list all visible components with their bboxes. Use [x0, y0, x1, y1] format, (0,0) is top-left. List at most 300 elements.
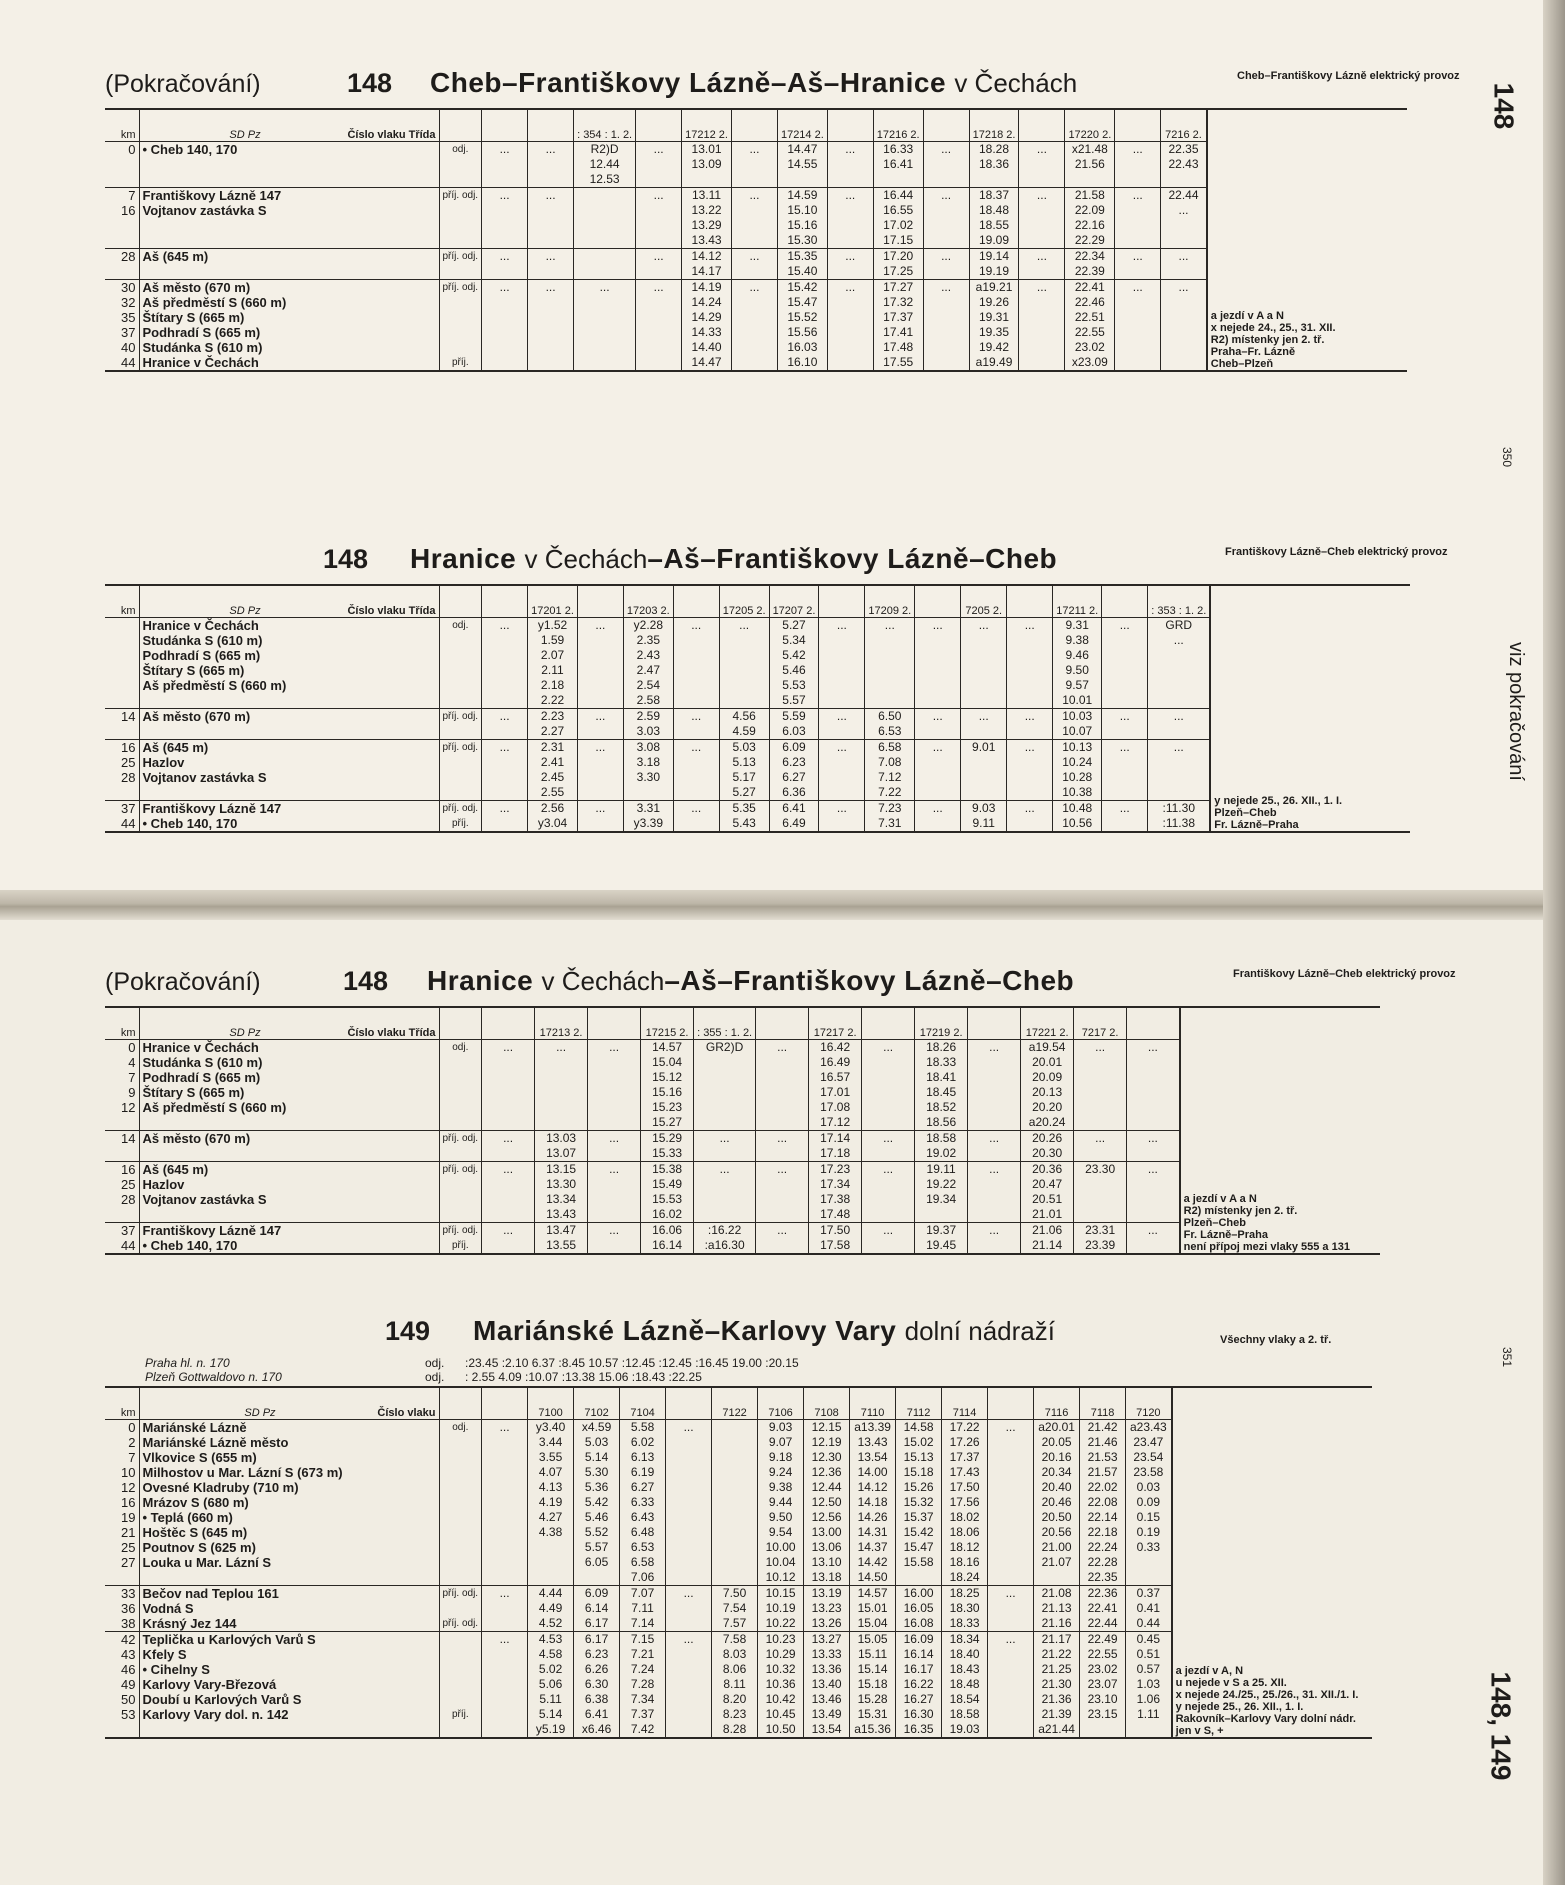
time-cell: 3.08 3.18 3.30 — [623, 739, 673, 800]
traction-note: Františkovy Lázně–Cheb elektrický provoz — [1225, 546, 1448, 558]
time-cell: 4.44 4.49 4.52 — [528, 1585, 574, 1631]
time-cell: ... — [756, 1222, 809, 1254]
time-cell: ... — [636, 279, 682, 371]
time-cell: 18.37 18.48 18.55 19.09 — [969, 187, 1019, 248]
train-number — [915, 585, 961, 617]
timetable-148-hranice-cheb — [105, 540, 1465, 833]
footnote: a jezdí v A a N — [1210, 309, 1284, 322]
time-cell: 15.05 15.11 15.14 15.18 15.28 15.31 a15.36 — [850, 1631, 896, 1738]
footnote: x nejede 24./25., 25./26., 31. XII./1. I. — [1175, 1688, 1359, 1701]
route-title: Mariánské Lázně–Karlovy Vary dolní nádraží — [473, 1315, 1055, 1346]
od-header — [439, 1007, 482, 1039]
time-cell: ... — [819, 739, 865, 800]
time-cell: ... — [1115, 141, 1161, 187]
arr-dep-mark — [443, 633, 479, 648]
station-name: Mariánské Lázně město — [142, 1434, 289, 1450]
time-cell: ... — [827, 187, 873, 248]
footnote: y nejede 25., 26. XII., 1. I. — [1175, 1700, 1304, 1713]
arr-dep-mark — [443, 1662, 479, 1677]
time-cell: ... — [1127, 1039, 1180, 1130]
arr-dep-mark: příj. odj. — [442, 802, 479, 814]
time-cell: ... — [756, 1130, 809, 1161]
arr-dep-mark: příj. odj. — [442, 1132, 479, 1144]
time-cell: ... — [694, 1130, 756, 1161]
km-value: 44 — [121, 1237, 136, 1253]
arr-dep-mark — [443, 663, 479, 678]
route-title: Hranice v Čechách–Aš–Františkovy Lázně–Cheb — [410, 543, 1058, 574]
arr-dep-column — [439, 739, 482, 800]
header-row — [105, 585, 1410, 617]
arr-dep-column — [439, 279, 482, 371]
time-cell: ... — [482, 708, 528, 739]
time-cell: ... — [1115, 187, 1161, 248]
time-cell: ... — [1074, 1039, 1127, 1130]
time-cell: 21.17 21.22 21.25 21.30 21.36 21.39 a21.44 — [1034, 1631, 1080, 1738]
time-cell: ... — [588, 1161, 641, 1222]
time-cell: ... — [1148, 739, 1211, 800]
time-cell: ... — [923, 141, 969, 187]
km-value: 25 — [121, 1539, 136, 1555]
time-cell: 10.48 10.56 — [1053, 800, 1102, 832]
station-column — [139, 708, 439, 739]
km-value: 46 — [121, 1661, 136, 1677]
km-column — [105, 141, 139, 187]
time-cell: ... — [756, 1039, 809, 1130]
time-cell: ... — [577, 800, 623, 832]
time-cell: 6.17 6.23 6.26 6.30 6.38 6.41 x6.46 — [574, 1631, 620, 1738]
station-name: Františkovy Lázně 147 — [142, 800, 282, 816]
arr-dep-mark — [443, 1692, 479, 1707]
km-value: 35 — [121, 309, 136, 325]
arr-dep-mark: odj. — [452, 1041, 469, 1053]
time-cell: ... — [923, 279, 969, 371]
arr-dep-mark: příj. odj. — [442, 1163, 479, 1175]
km-column — [105, 248, 139, 279]
time-cell: ... — [482, 1419, 528, 1585]
time-cell: 22.49 22.55 23.02 23.07 23.10 23.15 — [1080, 1631, 1126, 1738]
km-value: 43 — [121, 1646, 136, 1662]
km-value — [108, 663, 136, 678]
station-name: Hranice v Čechách — [142, 617, 259, 633]
time-cell: 18.28 18.36 — [969, 141, 1019, 187]
train-number: 17213 2. — [535, 1007, 588, 1039]
km-value: 32 — [121, 294, 136, 310]
time-cell: 10.13 10.24 10.28 10.38 — [1053, 739, 1102, 800]
arr-dep-mark — [443, 1647, 479, 1662]
arr-dep-mark — [443, 295, 479, 310]
time-cell: ... — [574, 279, 636, 371]
train-number: 17216 2. — [873, 109, 923, 141]
time-cell: ... — [1007, 708, 1053, 739]
footnote: Plzeň–Cheb — [1214, 806, 1277, 819]
time-cell: 19.11 19.22 19.34 — [915, 1161, 968, 1222]
station-column — [139, 187, 439, 248]
time-cell: ... — [666, 1631, 712, 1738]
time-cell: ... — [636, 187, 682, 248]
train-number — [819, 585, 865, 617]
time-cell: 23.31 23.39 — [1074, 1222, 1127, 1254]
km-value: 14 — [121, 708, 136, 724]
station-name: Vojtanov zastávka S — [142, 202, 267, 218]
km-value: 16 — [121, 202, 136, 218]
station-column — [139, 1222, 439, 1254]
train-number — [482, 585, 528, 617]
time-cell: ... — [482, 739, 528, 800]
time-cell: ... — [968, 1161, 1021, 1222]
km-column — [105, 800, 139, 832]
km-column — [105, 1039, 139, 1130]
station-name: Podhradí S (665 m) — [142, 1069, 261, 1085]
time-cell: ... — [673, 739, 719, 800]
footnote: není přípoj mezi vlaky 555 a 131 — [1183, 1240, 1350, 1253]
km-value — [108, 678, 136, 693]
time-cell: 5.59 6.03 — [769, 708, 819, 739]
station-name: Doubí u Karlových Varů S — [142, 1691, 302, 1707]
time-cell: ... — [968, 1130, 1021, 1161]
station-name: Vojtanov zastávka S — [142, 1191, 267, 1207]
train-number — [482, 109, 528, 141]
station-column — [139, 279, 439, 371]
train-number: : 354 : 1. 2. — [574, 109, 636, 141]
sdpz-label: SD Pz — [229, 1026, 261, 1039]
time-cell: 6.09 6.14 6.17 — [574, 1585, 620, 1631]
time-cell: ... — [865, 617, 915, 708]
time-cell: 7.50 7.54 7.57 — [712, 1585, 758, 1631]
time-cell — [712, 1419, 758, 1585]
timetable — [105, 584, 1410, 833]
arr-dep-mark — [443, 1555, 479, 1570]
time-cell: 21.42 21.46 21.53 21.57 22.02 22.08 22.14 22.18 22.24 22.28 22.35 — [1080, 1419, 1126, 1585]
station-name: Aš (645 m) — [142, 248, 209, 264]
time-cell: y2.28 2.35 2.43 2.47 2.54 2.58 — [623, 617, 673, 708]
notes-column — [1180, 1007, 1380, 1254]
km-value: 44 — [121, 354, 136, 370]
station-name: Studánka S (610 m) — [142, 339, 263, 355]
arr-dep-column — [439, 800, 482, 832]
time-cell: ... — [915, 708, 961, 739]
station-column — [139, 800, 439, 832]
time-cell: 22.35 22.43 — [1161, 141, 1207, 187]
time-cell: 15.29 15.33 — [641, 1130, 694, 1161]
time-cell: 14.47 14.55 — [777, 141, 827, 187]
km-value: 16 — [121, 739, 136, 755]
station-name: Kfely S — [142, 1646, 187, 1662]
arr-dep-mark: odj. — [452, 143, 469, 155]
train-number: 7110 — [850, 1387, 896, 1419]
train-number: 17203 2. — [623, 585, 673, 617]
time-cell: 2.23 2.27 — [528, 708, 578, 739]
train-number: 17221 2. — [1021, 1007, 1074, 1039]
notes-column — [1210, 585, 1410, 832]
station-name: Podhradí S (665 m) — [142, 324, 261, 340]
station-name: Vlkovice S (655 m) — [142, 1449, 257, 1465]
train-number: : 353 : 1. 2. — [1148, 585, 1211, 617]
time-cell: ... — [528, 187, 574, 248]
train-number — [1115, 109, 1161, 141]
train-number — [1102, 585, 1148, 617]
arr-dep-mark — [443, 755, 479, 770]
station-header — [139, 1007, 439, 1039]
time-cell: 5.27 5.34 5.42 5.46 5.53 5.57 — [769, 617, 819, 708]
arr-dep-column — [439, 1631, 482, 1738]
time-cell: ... — [968, 1039, 1021, 1130]
arr-dep-column — [439, 1161, 482, 1222]
station-name: Aš předměstí S (660 m) — [142, 294, 287, 310]
arr-dep-mark — [443, 1177, 479, 1192]
traction-note: Cheb–Františkovy Lázně elektrický provoz — [1237, 70, 1460, 82]
station-name: Krásný Jez 144 — [142, 1615, 237, 1631]
train-number — [923, 109, 969, 141]
time-cell: ... — [961, 617, 1007, 708]
time-cell: ... — [915, 739, 961, 800]
arr-dep-mark: příj. odj. — [442, 1617, 479, 1629]
station-column — [139, 248, 439, 279]
time-cell: 21.08 21.13 21.16 — [1034, 1585, 1080, 1631]
km-value: 7 — [128, 187, 136, 203]
station-name: Hazlov — [142, 1176, 185, 1192]
time-cell: ... — [1007, 739, 1053, 800]
time-cell — [574, 248, 636, 279]
time-cell: 6.58 7.08 7.12 7.22 — [865, 739, 915, 800]
time-cell: ... — [482, 187, 528, 248]
time-cell: :11.30 :11.38 — [1148, 800, 1211, 832]
time-cell: 13.11 13.22 13.29 13.43 — [682, 187, 732, 248]
time-cell: 17.27 17.32 17.37 17.41 17.48 17.55 — [873, 279, 923, 371]
time-cell: ... — [827, 279, 873, 371]
arr-dep-mark — [443, 1450, 479, 1465]
page-number: 350 — [1499, 446, 1514, 468]
arr-dep-mark — [443, 678, 479, 693]
time-cell: ... — [636, 248, 682, 279]
train-number — [988, 1387, 1034, 1419]
station-name: Teplička u Karlových Varů S — [142, 1631, 316, 1647]
station-name: Aš (645 m) — [142, 1161, 209, 1177]
time-cell: ... — [694, 1161, 756, 1222]
time-cell: 18.26 18.33 18.41 18.45 18.52 18.56 — [915, 1039, 968, 1130]
km-value — [108, 633, 136, 648]
side-tab-number: 148 — [1488, 82, 1520, 130]
time-cell: 14.58 15.02 15.13 15.18 15.26 15.32 15.37 15.42 15.47 15.58 — [896, 1419, 942, 1585]
time-cell: ... — [961, 708, 1007, 739]
arr-dep-mark — [443, 1677, 479, 1692]
time-cell — [574, 187, 636, 248]
time-cell: ... — [1019, 187, 1065, 248]
arr-dep-mark: příj. odj. — [442, 1587, 479, 1599]
km-value: 30 — [121, 279, 136, 295]
train-number: 17218 2. — [969, 109, 1019, 141]
station-header — [139, 1387, 439, 1419]
km-value: 14 — [121, 1130, 136, 1146]
arr-dep-mark: příj. — [451, 1708, 469, 1720]
arr-dep-mark: příj. odj. — [442, 1224, 479, 1236]
time-cell: ... — [482, 1039, 535, 1130]
km-value: 25 — [121, 754, 136, 770]
notes-column — [1172, 1387, 1372, 1738]
arr-dep-mark — [443, 1480, 479, 1495]
time-cell: ... — [666, 1419, 712, 1585]
km-value: 12 — [121, 1099, 136, 1115]
arr-dep-mark — [443, 1465, 479, 1480]
time-cell: :16.22 :a16.30 — [694, 1222, 756, 1254]
time-cell: ... — [719, 617, 769, 708]
station-name: Štítary S (665 m) — [142, 309, 245, 325]
station-name: Hazlov — [142, 754, 185, 770]
footnote: x nejede 24., 25., 31. XII. — [1210, 321, 1336, 334]
time-cell: 19.14 19.19 — [969, 248, 1019, 279]
sdpz-label: SD Pz — [244, 1406, 276, 1419]
km-value: 40 — [121, 339, 136, 355]
train-number: 7100 — [528, 1387, 574, 1419]
km-column — [105, 1585, 139, 1631]
time-cell: 17.14 17.18 — [809, 1130, 862, 1161]
time-cell: ... — [988, 1631, 1034, 1738]
time-cell: ... — [1074, 1130, 1127, 1161]
time-cell: ... — [1127, 1161, 1180, 1222]
train-number: 17215 2. — [641, 1007, 694, 1039]
sdpz-label: SD Pz — [229, 604, 261, 617]
time-cell: 19.37 19.45 — [915, 1222, 968, 1254]
train-number: 17205 2. — [719, 585, 769, 617]
arr-dep-column — [439, 617, 482, 708]
train-number — [577, 585, 623, 617]
station-name: Hoštěc S (645 m) — [142, 1524, 248, 1540]
timetable-148-hranice-cheb-continued — [105, 962, 1465, 1255]
table-number: 148 — [347, 68, 393, 98]
train-number — [1007, 585, 1053, 617]
arr-dep-mark — [443, 1100, 479, 1115]
km-column — [105, 1631, 139, 1738]
km-header: km — [105, 585, 139, 617]
train-number: 7217 2. — [1074, 1007, 1127, 1039]
km-value: 53 — [121, 1706, 136, 1722]
arr-dep-mark — [443, 325, 479, 340]
timetable-grid — [105, 584, 1465, 833]
train-number: 7122 — [712, 1387, 758, 1419]
time-cell: 9.03 9.11 — [961, 800, 1007, 832]
footnote: u nejede v S a 25. XII. — [1175, 1676, 1287, 1689]
station-name: Bečov nad Teplou 161 — [142, 1585, 279, 1601]
station-name: Ovesné Kladruby (710 m) — [142, 1479, 299, 1495]
station-column — [139, 1130, 439, 1161]
km-column — [105, 1222, 139, 1254]
train-number-label: Číslo vlaku Třída — [347, 128, 436, 141]
km-value: 36 — [121, 1600, 136, 1616]
arr-dep-mark: příj. odj. — [442, 741, 479, 753]
time-cell: 23.30 — [1074, 1161, 1127, 1222]
time-cell: ... — [482, 617, 528, 708]
time-cell: 13.47 13.55 — [535, 1222, 588, 1254]
train-number — [482, 1387, 528, 1419]
km-header: km — [105, 1007, 139, 1039]
station-header — [139, 585, 439, 617]
time-cell: 7.58 8.03 8.06 8.11 8.20 8.23 8.28 — [712, 1631, 758, 1738]
time-cell: ... — [482, 800, 528, 832]
train-number: 7116 — [1034, 1387, 1080, 1419]
arr-dep-mark: příj. — [451, 1239, 469, 1251]
station-name: Vojtanov zastávka S — [142, 769, 267, 785]
km-value: 10 — [121, 1464, 136, 1480]
time-cell: ... — [528, 141, 574, 187]
km-value: 16 — [121, 1494, 136, 1510]
km-column — [105, 279, 139, 371]
time-cell: 6.41 6.49 — [769, 800, 819, 832]
station-column — [139, 1419, 439, 1585]
time-cell: 14.12 14.17 — [682, 248, 732, 279]
arr-dep-column — [439, 248, 482, 279]
arr-dep-mark: odj. — [452, 619, 469, 631]
arr-dep-column — [439, 1419, 482, 1585]
km-header: km — [105, 1387, 139, 1419]
time-cell: ... — [588, 1222, 641, 1254]
station-name: Františkovy Lázně 147 — [142, 1222, 282, 1238]
time-cell: ... — [577, 617, 623, 708]
time-cell: 4.53 4.58 5.02 5.06 5.11 5.14 y5.19 — [528, 1631, 574, 1738]
time-cell: 17.22 17.26 17.37 17.43 17.50 17.56 18.02 18.06 18.12 18.16 18.24 — [942, 1419, 988, 1585]
time-cell: GR2)D — [694, 1039, 756, 1130]
time-cell: 15.35 15.40 — [777, 248, 827, 279]
train-number: 7120 — [1126, 1387, 1172, 1419]
train-number — [482, 1007, 535, 1039]
time-cell: 15.42 15.47 15.52 15.56 16.03 16.10 — [777, 279, 827, 371]
station-name: • Cihelny S — [142, 1661, 210, 1677]
time-cell: 16.44 16.55 17.02 17.15 — [873, 187, 923, 248]
time-cell: 15.38 15.49 15.53 16.02 — [641, 1161, 694, 1222]
km-value: 0 — [128, 1039, 136, 1055]
train-number: 17201 2. — [528, 585, 578, 617]
station-name: Hranice v Čechách — [142, 354, 259, 370]
train-number: 7108 — [804, 1387, 850, 1419]
train-number — [673, 585, 719, 617]
station-name: Poutnov S (625 m) — [142, 1539, 256, 1555]
time-cell: ... — [482, 1222, 535, 1254]
time-cell: ... — [1148, 708, 1211, 739]
train-number — [862, 1007, 915, 1039]
time-cell: ... — [819, 708, 865, 739]
book-edge — [1543, 0, 1565, 1885]
km-column — [105, 1161, 139, 1222]
arr-dep-column — [439, 1222, 482, 1254]
time-cell: 9.01 — [961, 739, 1007, 800]
km-value: 27 — [121, 1554, 136, 1570]
time-cell: 16.06 16.14 — [641, 1222, 694, 1254]
station-name: Štítary S (665 m) — [142, 1084, 245, 1100]
arr-dep-mark: příj. odj. — [442, 710, 479, 722]
station-column — [139, 1631, 439, 1738]
km-value: 28 — [121, 1191, 136, 1207]
km-value: 25 — [121, 1176, 136, 1192]
station-name: Aš město (670 m) — [142, 1130, 251, 1146]
station-name: Aš předměstí S (660 m) — [142, 677, 287, 693]
station-name: • Teplá (660 m) — [142, 1509, 233, 1525]
train-number: 7104 — [620, 1387, 666, 1419]
od-header — [439, 585, 482, 617]
time-cell: ... — [862, 1039, 915, 1130]
km-value: 28 — [121, 248, 136, 264]
connection-row: Praha hl. n. 170 odj. :23.45 :2.10 6.37 :8.45 10.57 :12.45 :12.45 :16.45 19.00 :20.15 — [145, 1356, 799, 1370]
continuation-label: (Pokračování) — [105, 968, 261, 996]
time-cell: 16.00 16.05 16.08 — [896, 1585, 942, 1631]
time-cell: ... — [915, 800, 961, 832]
time-cell: 5.35 5.43 — [719, 800, 769, 832]
km-value: 19 — [121, 1509, 136, 1525]
time-cell: 14.57 15.01 15.04 — [850, 1585, 896, 1631]
km-value: 38 — [121, 1615, 136, 1631]
km-value: 37 — [121, 800, 136, 816]
time-cell: ... — [588, 1130, 641, 1161]
time-cell: ... — [528, 248, 574, 279]
time-cell: 7.23 7.31 — [865, 800, 915, 832]
time-cell: ... — [862, 1222, 915, 1254]
